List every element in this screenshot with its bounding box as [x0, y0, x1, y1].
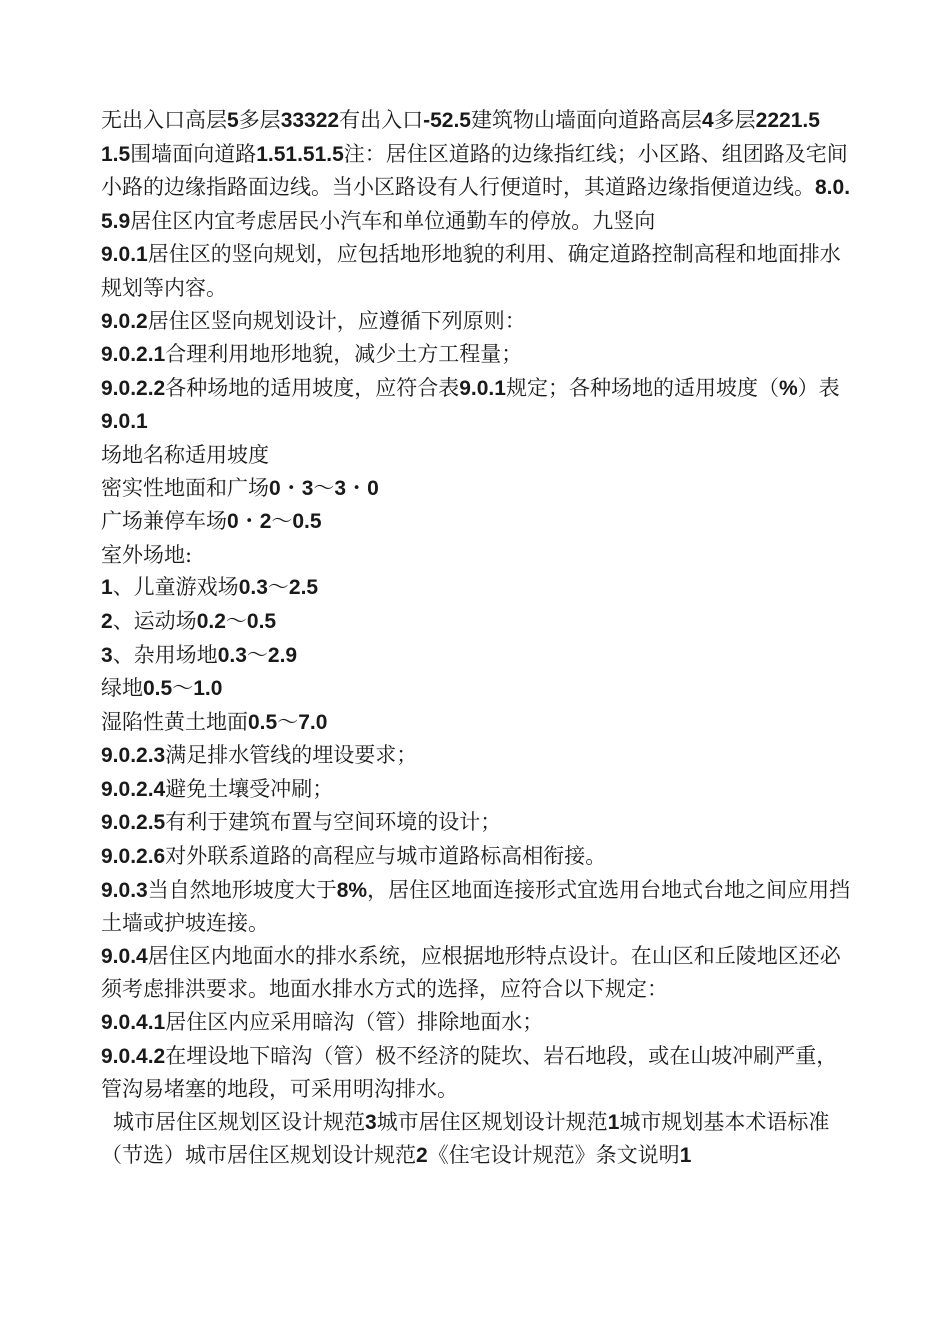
document-body: [101, 104, 853, 1173]
slope-row-loess-ground: 湿陷性黄土地面0.5〜7.0: [101, 709, 328, 734]
slope-row-sports-field: 2、运动场0.2〜0.5: [101, 608, 277, 633]
slope-row-square-parking: 广场兼停车场0・2〜0.5: [101, 509, 322, 534]
paragraph-9-0-2-3: 9.0.2.3满足排水管线的埋设要求；: [101, 743, 418, 768]
paragraph-9-0-2-5: 9.0.2.5有利于建筑布置与空间环境的设计；: [101, 810, 502, 835]
paragraph-9-0-1: 9.0.1居住区的竖向规划，应包括地形地貌的利用、确定道路控制高程和地面排水规划等内容。: [101, 242, 841, 300]
paragraph-9-0-3: 9.0.3当自然地形坡度大于8%，居住区地面连接形式宜选用台地式台地之间应用挡土墙或护坡连接。: [101, 877, 851, 936]
paragraph-9-0-4: 9.0.4居住区内地面水的排水系统，应根据地形特点设计。在山区和丘陵地区还必须考虑排洪要求。地面水排水方式的选择，应符合以下规定：: [101, 943, 841, 1002]
slope-row-playground: 1、儿童游戏场0.3〜2.5: [101, 575, 319, 600]
slope-row-misc-field: 3、杂用场地0.3〜2.9: [101, 642, 298, 667]
paragraph-setback-notes: 1.5围墙面向道路1.51.51.5注：居住区道路的边缘指红线；小区路、组团路及宅间小路的边缘指路面边线。当小区路设有人行便道时，其道路边缘指便道边线。8.0.5.9居住区内宜考虑居民小汽车和单位通勤车的停放。九竖向: [101, 141, 851, 233]
related-documents-footer: 城市居住区规划区设计规范3城市居住区规划设计规范1城市规划基本术语标准（节选）城市居住区规划设计规范2《住宅设计规范》条文说明1: [101, 1109, 830, 1168]
slope-row-dense-ground: 密实性地面和广场0・3〜3・0: [101, 475, 379, 500]
paragraph-9-0-2-2: 9.0.2.2各种场地的适用坡度，应符合表9.0.1规定；各种场地的适用坡度（%）表9.0.1: [101, 375, 840, 434]
paragraph-9-0-4-1: 9.0.4.1居住区内应采用暗沟（管）排除地面水；: [101, 1010, 544, 1035]
paragraph-9-0-2: 9.0.2居住区竖向规划设计，应遵循下列原则：: [101, 308, 526, 333]
paragraph-9-0-2-1: 9.0.2.1合理利用地形地貌，减少土方工程量；: [101, 342, 523, 367]
paragraph-setback-table-row: 无出入口高层5多层33322有出入口-52.5建筑物山墙面向道路高层4多层2221.5: [101, 108, 820, 132]
paragraph-9-0-4-2: 9.0.4.2在埋设地下暗沟（管）极不经济的陡坎、岩石地段，或在山坡冲刷严重，管沟易堵塞的地段，可采用明沟排水。: [101, 1043, 838, 1102]
paragraph-9-0-2-6: 9.0.2.6对外联系道路的高程应与城市道路标高相衔接。: [101, 844, 607, 869]
paragraph-9-0-2-4: 9.0.2.4避免土壤受冲刷；: [101, 776, 334, 801]
slope-row-outdoor-heading: 室外场地:: [101, 542, 193, 567]
slope-table-header: 场地名称适用坡度: [101, 442, 269, 467]
slope-row-green-land: 绿地0.5〜1.0: [101, 676, 223, 701]
